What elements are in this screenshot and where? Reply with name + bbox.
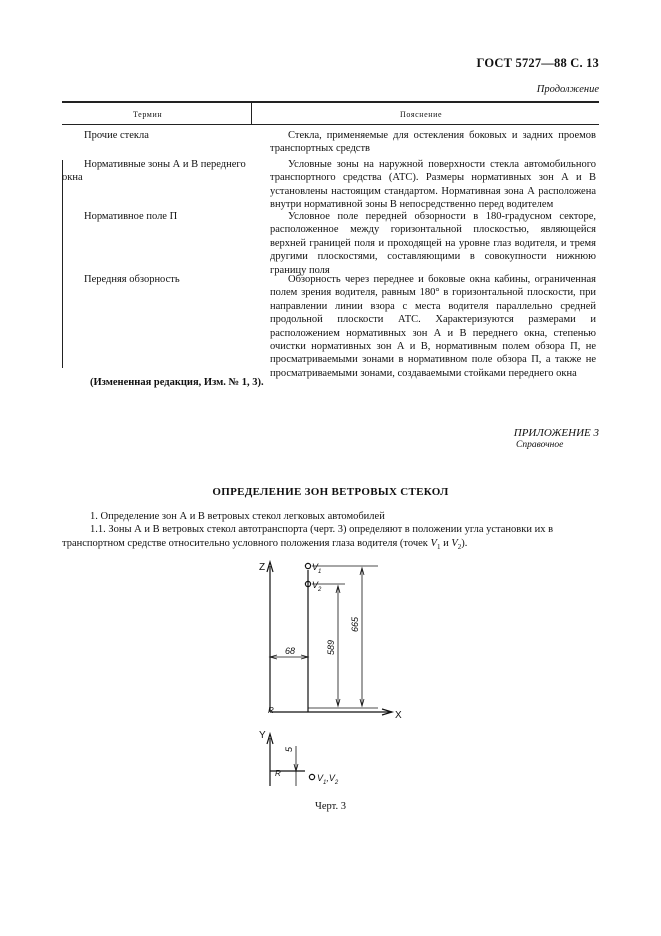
table-header-explanation: Пояснение — [400, 110, 443, 119]
label-x: X — [395, 710, 402, 721]
term-normative-field: Нормативное поле П — [84, 211, 178, 222]
appendix-label: ПРИЛОЖЕНИЕ 3 — [513, 427, 599, 439]
section-title: ОПРЕДЕЛЕНИЕ ЗОН ВЕТРОВЫХ СТЕКОЛ — [212, 486, 449, 498]
explanation-normative-field: Условное поле передней обзорности в 180-градусном секторе, расположенное между горизонтальной плоскостью, являющейся верхней границей поля и проходящей на уровне глаз водителя, и тремя другими плоскостями, составляющими в совокупности нижнюю границу поля — [270, 211, 596, 276]
table-header-term: Термин — [133, 110, 163, 119]
label-dim-665: 665 — [350, 616, 360, 632]
page-header: ГОСТ 5727—88 С. 13 — [476, 56, 599, 70]
term-forward-visibility: Передняя обзорность — [84, 274, 180, 285]
explanation-forward-visibility: Обзорность через переднее и боковые окна кабины, ограниченная полем зрения водителя, равным 180° в горизонтальной плоскости, при направлении линии взора с места водителя параллельно средней продольной плоскости АТС. Характеризуются размерами и расположением нормативных зон А и В переднего окна, степенью очистки нормативных зон А и В, нормативным полем обзора П, не просматриваемыми зонами в нормативном поле обзора П, а также не просматриваемыми зонами, создаваемыми стойками переднего окна — [270, 274, 596, 379]
label-r-top: R — [268, 706, 274, 715]
label-v2: $V_2$ — [312, 580, 322, 593]
explanation-normative-zones: Условные зоны на наружной поверхности стекла автомобильного транспортного средства (АТС). Размеры нормативных зон А и В установлены настоящим стандартом. Нормативная зона А расположена внутри нормативной зоны В непосредственно перед водителем — [270, 159, 596, 211]
v1v2-point — [309, 774, 314, 779]
label-dim-68: 68 — [285, 646, 296, 656]
amendment-note: (Измененная редакция, Изм. № 1, 3). — [90, 377, 264, 388]
figure-caption: Черт. 3 — [315, 801, 346, 812]
label-dim-5: 5 — [284, 746, 294, 752]
appendix-type: Справочное — [516, 440, 564, 450]
label-y: Y — [259, 730, 266, 741]
v1-point — [305, 563, 310, 568]
label-v1: $V_1$ — [312, 562, 322, 575]
term-other-glass: Прочие стекла — [84, 130, 149, 141]
label-dim-589: 589 — [326, 639, 336, 655]
paragraph-1: 1. Определение зон А и В ветровых стекол легковых автомобилей — [90, 511, 385, 522]
continuation-label: Продолжение — [536, 84, 599, 95]
explanation-other-glass: Стекла, применяемые для остекления боковых и задних проемов транспортных средств — [270, 130, 596, 155]
label-z: Z — [259, 562, 266, 573]
paragraph-1-1: 1.1. Зоны А и В ветровых стекол автотранспорта (черт. 3) определяют в положении угла установки их в транспортном средстве относительно условного положения глаза водителя (точек $V_1$ и $V_2$). — [62, 524, 554, 551]
term-normative-zones: Нормативные зоны А и В переднего окна — [62, 159, 246, 183]
label-v1v2: $V_1,V_2$ — [317, 773, 339, 786]
label-r-bottom: R — [275, 769, 281, 778]
